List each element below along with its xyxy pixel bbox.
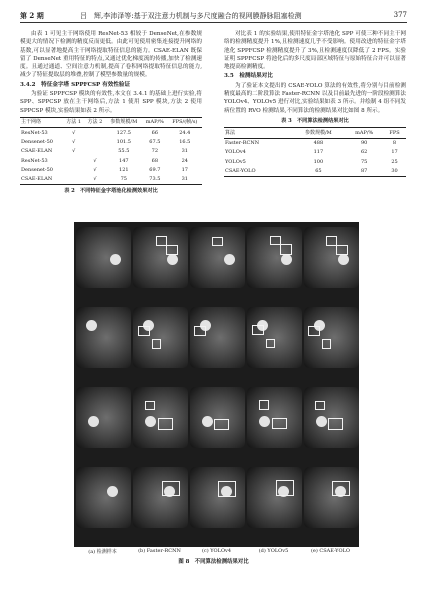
table-cell: YOLOv4	[225, 149, 246, 156]
table-cell: 87	[361, 167, 368, 174]
table-cell: YOLOv5	[225, 158, 246, 165]
fundus-image	[76, 307, 131, 368]
table-cell: 16.5	[179, 139, 191, 146]
detection-box	[322, 339, 332, 348]
table-cell: √	[93, 166, 97, 173]
subfigure-label-b: (b) Faster-RCNN	[138, 548, 181, 554]
table-cell: √	[93, 157, 97, 164]
subfigure-label-c: (c) YOLOv4	[201, 548, 232, 554]
fundus-image	[133, 387, 188, 448]
table-row	[20, 175, 202, 185]
table-header-cell: FPS/(帧/s)	[172, 119, 198, 126]
optic-disc	[167, 254, 178, 265]
table-cell: 69.7	[149, 166, 161, 173]
table-cell: Densenet-50	[21, 139, 53, 146]
table-cell: 73.5	[149, 176, 161, 183]
subfigure-label-d: (d) YOLOv5	[258, 548, 289, 554]
table-header-cell: 参数规模/M	[305, 129, 332, 136]
table-cell: 24	[181, 157, 188, 164]
detection-box	[280, 244, 292, 255]
left-column	[20, 30, 202, 195]
detection-box	[212, 237, 223, 247]
optic-disc	[145, 416, 156, 427]
table-cell: 68	[151, 157, 159, 164]
table-cell: CSAE-YOLO	[225, 167, 256, 174]
optic-disc	[202, 416, 213, 427]
optic-disc	[338, 254, 349, 265]
fundus-image	[247, 227, 302, 288]
table-cell: ResNet-53	[21, 157, 48, 164]
detection-box	[328, 418, 343, 430]
table-cell: 72	[151, 148, 159, 155]
table-cell: 17	[391, 149, 398, 156]
fundus-image	[76, 227, 131, 288]
detection-box	[162, 481, 181, 496]
table-row	[20, 156, 202, 165]
table-row	[224, 157, 406, 166]
table-cell: 147	[119, 157, 129, 164]
fundus-image	[133, 307, 188, 368]
table-cell: CSAE-ELAN	[21, 148, 53, 155]
page-number: 377	[393, 11, 407, 19]
optic-disc	[259, 416, 270, 427]
table-header-cell: 主干网络	[21, 119, 42, 126]
fundus-image	[304, 387, 359, 448]
section-heading-3-5: 3.5 检测结果对比	[224, 73, 273, 80]
fundus-image	[304, 227, 359, 288]
table-cell	[84, 147, 105, 156]
running-title: 吕 辉,李沛泽等:基于双注意力机制与多尺度融合的视网膜静脉阻塞检测	[80, 12, 302, 20]
table-cell: 17	[181, 166, 188, 173]
table-cell: 100	[313, 158, 324, 165]
fundus-image	[304, 467, 359, 528]
fundus-image	[247, 387, 302, 448]
table-cell: 75	[361, 158, 368, 165]
table-cell: CSAE-ELAN	[21, 176, 53, 183]
subfigure-label-a: (a) 检测样本	[88, 549, 117, 555]
table-row	[20, 128, 202, 138]
detection-box	[194, 326, 206, 336]
table-cell: 31	[181, 176, 188, 183]
detection-box	[276, 480, 295, 495]
table-cell: 127.5	[116, 129, 131, 136]
detection-box	[152, 339, 162, 348]
table-cell: 117	[313, 149, 324, 156]
running-header	[20, 8, 407, 23]
table-cell: 75	[120, 176, 127, 183]
detection-box	[332, 481, 351, 496]
table-cell: 30	[391, 167, 398, 174]
table-header-row	[224, 128, 406, 138]
table-cell	[84, 128, 105, 138]
detection-box	[214, 419, 229, 431]
body-paragraph: 由表 1 可见主干网络使用 ResNet-53 相较于 DenseNet,在参数规模更大的情况下检测的精度反而更低。由此可见使用密集连接提升网络的基数,可以显著地提高主干网络提取特征信息的能力。CSAE-ELAN 既保留了 DenseNet 重用特征的特点,又通过优化梯度流的传播,加快了检测速度。且通过通道、空间注意力机制,提高了卷积网络提取特征信息的能力,减少了特征提取层的堆叠,控制了模型参数量的规模。	[20, 31, 202, 79]
table-header-cell: FPS	[389, 129, 400, 136]
fundus-image	[247, 467, 302, 528]
table-cell: √	[72, 148, 76, 155]
table-header-cell: 方法 2	[87, 119, 103, 126]
detection-box	[259, 400, 269, 409]
table-row	[20, 138, 202, 147]
optic-disc	[86, 320, 97, 331]
table-header-cell: 参数规模/M	[110, 119, 138, 126]
table-header-cell: mAP/%	[355, 129, 374, 136]
optic-disc	[224, 254, 235, 265]
table-cell: √	[72, 129, 76, 136]
table-cell: 488	[313, 140, 324, 147]
fundus-image	[190, 387, 245, 448]
fundus-image	[133, 227, 188, 288]
table-cell: Faster-RCNN	[225, 140, 260, 147]
detection-box	[308, 326, 320, 336]
detection-box	[336, 245, 348, 256]
body-paragraph: 为了验证本文提出的 CSAE-YOLO 算法的有效性,将分别与目前检测精度最高的二阶段算法 Faster-RCNN 以及目前最先进的一阶段检测算法 YOLOv4、YOLOv5 进行对比,实验结果如表 3 所示。并绘制 4 组不同发病位置的 RVO 检测结果,不同算法的检测结果对比如图 8 所示。	[224, 82, 406, 114]
detection-box	[272, 418, 287, 430]
table-row	[224, 166, 406, 176]
table-cell: 31	[181, 148, 188, 155]
table-cell: 55.5	[118, 148, 130, 155]
table-cell	[84, 138, 105, 147]
table-2	[20, 117, 202, 185]
table-cell: ResNet-53	[21, 129, 48, 136]
table-cell: Densenet-50	[21, 166, 53, 173]
detection-box	[266, 339, 276, 348]
optic-disc	[110, 254, 121, 265]
table-cell: 65	[315, 167, 322, 174]
detection-box	[315, 401, 325, 410]
table-header-cell: 算法	[225, 129, 236, 136]
detection-box	[166, 245, 178, 256]
body-paragraph: 为验证 SPPFCSP 模块的有效性,本文在 3.4.1 的基础上进行实验,将 SPP、SPPCSP 放在主干网络后,方法 1 使用 SPP 模块,方法 2 使用 SPPCSP 模块,实验结果如表 2 所示。	[20, 91, 202, 114]
table-cell	[63, 165, 84, 174]
table-3	[224, 127, 406, 176]
optic-disc	[88, 416, 99, 427]
detection-box	[138, 326, 150, 336]
table-cell	[63, 156, 84, 165]
detection-box	[252, 325, 264, 335]
figure-8-grid	[74, 222, 359, 547]
issue-label: 第 2 期	[20, 11, 44, 20]
fundus-image	[190, 307, 245, 368]
table-cell: 101.5	[116, 139, 131, 146]
optic-disc	[316, 416, 327, 427]
fundus-image	[76, 467, 131, 528]
optic-disc	[281, 254, 292, 265]
table-row	[20, 165, 202, 174]
table-row	[20, 147, 202, 156]
table-cell: 67.5	[149, 139, 161, 146]
table-2-caption: 表 2 不同特征金字塔池化检测效果对比	[64, 188, 158, 195]
table-cell: 24.4	[179, 129, 191, 136]
optic-disc	[107, 486, 118, 497]
fundus-image	[133, 467, 188, 528]
fundus-image	[304, 307, 359, 368]
table-cell	[63, 175, 84, 185]
right-column	[224, 30, 406, 177]
table-row	[224, 148, 406, 157]
body-paragraph: 对比表 1 的实验结果,使用特征金字塔池化 SPP 可使三种不同主干网络的检测精度提升 1%,且检测速度几乎不受影响。使用改进的特征金字塔池化 SPPFCSP 检测精度提升了 3%,且检测速度仅降低了 2 FPS。实验证明 SPPFCSP 将池化后的多尺度局部区域特征与原始特征合并可以显著地提高检测精度。	[224, 31, 406, 71]
table-row	[224, 138, 406, 148]
fundus-image	[190, 227, 245, 288]
detection-box	[145, 401, 155, 410]
table-cell: 90	[361, 140, 368, 147]
subfigure-label-e: (e) CSAE-YOLO	[310, 548, 350, 554]
detection-box	[158, 418, 173, 430]
table-header-cell: mAP/%	[145, 119, 164, 126]
section-heading-3-4-2: 3.4.2 特征金字塔 SPPFCSP 有效性验证	[20, 81, 131, 88]
fundus-image	[247, 307, 302, 368]
table-cell: 8	[392, 140, 397, 147]
figure-8-caption: 图 8 不同算法检测结果对比	[178, 559, 249, 565]
fundus-image	[76, 387, 131, 448]
table-header-cell: 方法 1	[66, 119, 82, 126]
table-cell: 62	[361, 149, 368, 156]
detection-box	[218, 481, 237, 496]
table-header-row	[20, 117, 202, 127]
table-3-caption: 表 3 不同算法检测结果对比	[281, 117, 349, 124]
fundus-image	[190, 467, 245, 528]
table-cell: 121	[119, 166, 129, 173]
table-cell: √	[93, 176, 97, 183]
table-cell: 25	[391, 158, 398, 165]
table-cell: √	[72, 139, 76, 146]
table-cell: 66	[151, 129, 159, 136]
